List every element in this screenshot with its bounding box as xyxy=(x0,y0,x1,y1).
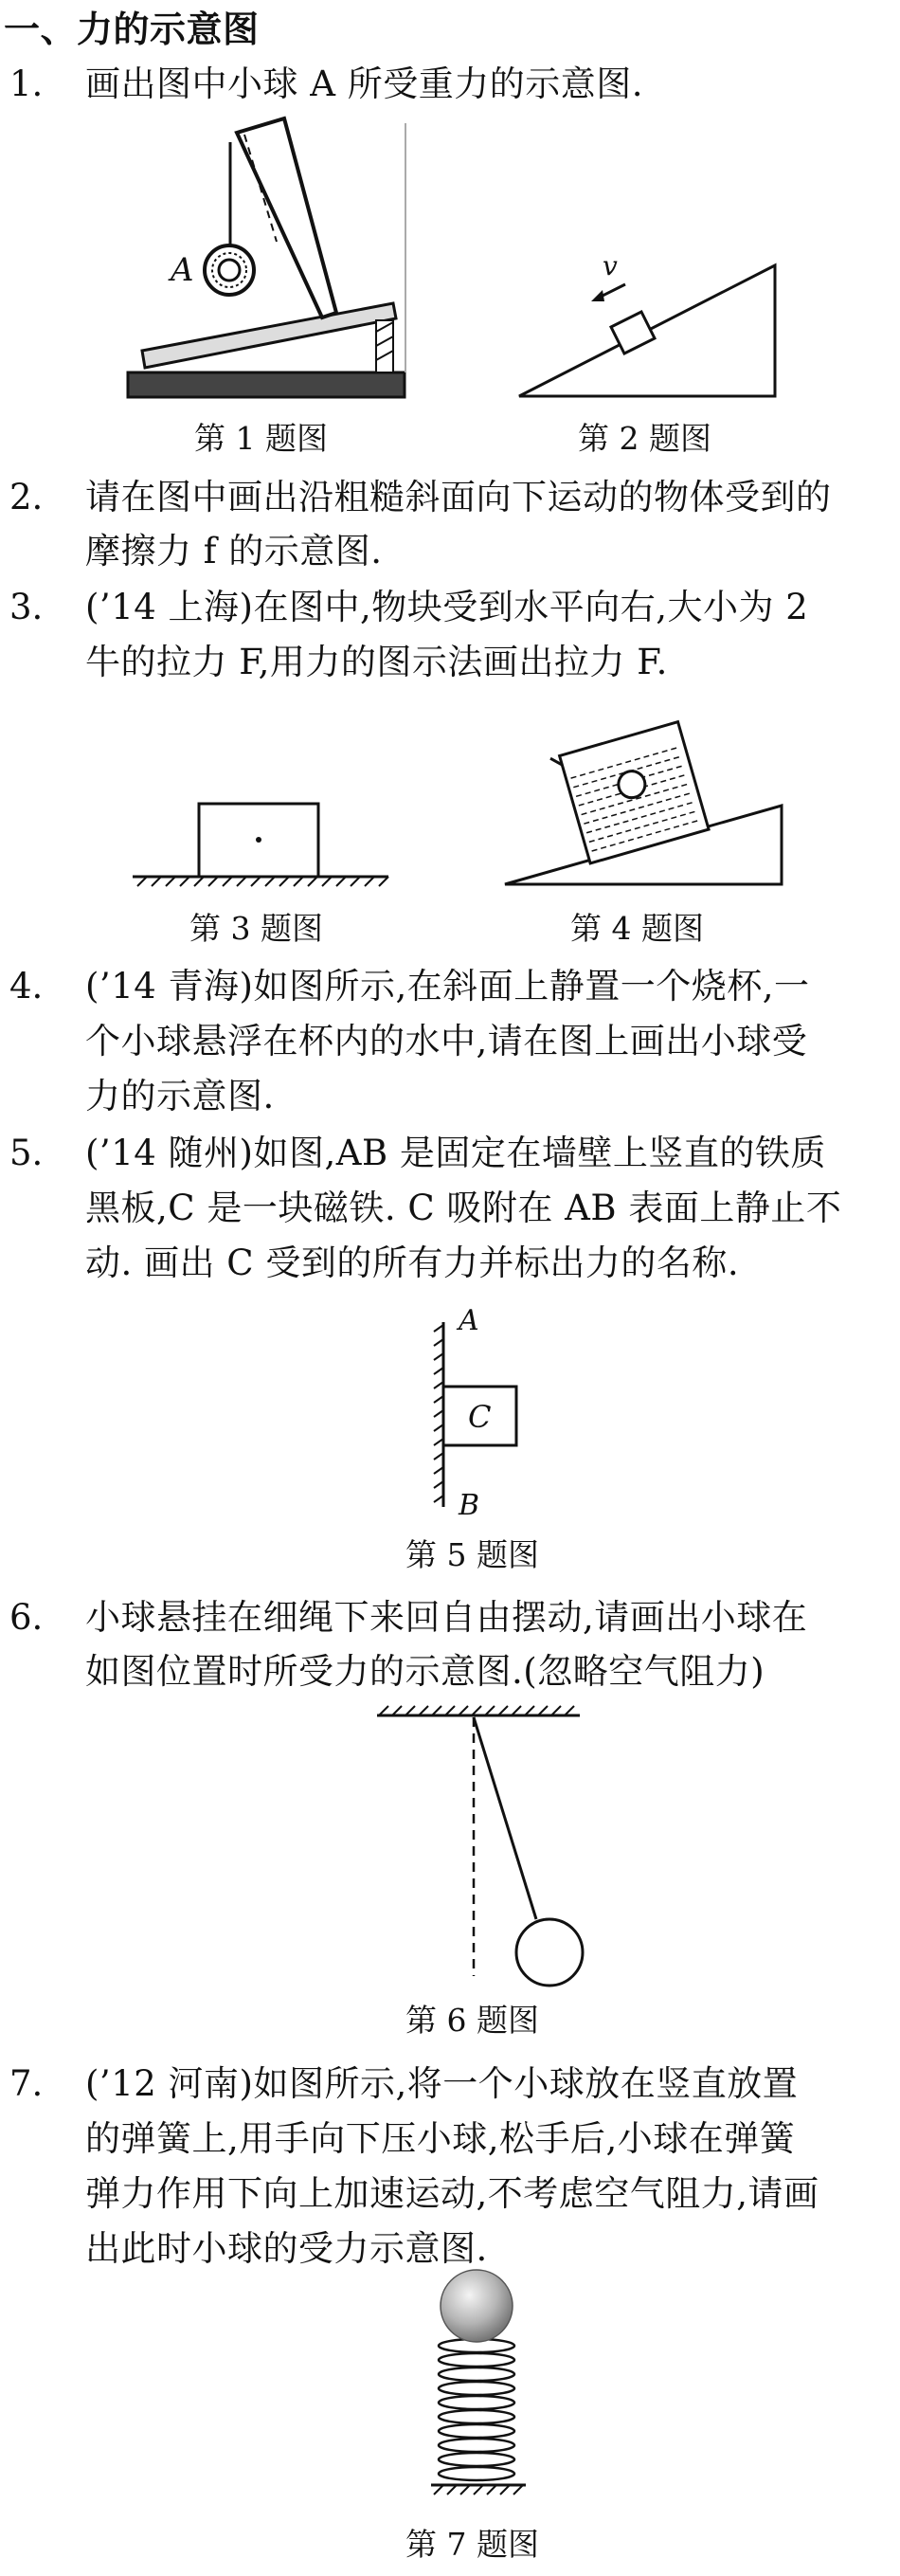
question-5-line-3: 动. 画出 C 受到的所有力并标出力的名称. xyxy=(85,1243,740,1283)
question-number: 5. xyxy=(9,1133,44,1173)
question-5-line-1: (’14 随州)如图,AB 是固定在墙壁上竖直的铁质 xyxy=(85,1133,826,1173)
section-title: 一、力的示意图 xyxy=(4,9,260,50)
caption-fig2: 第 2 题图 xyxy=(578,420,711,457)
ball-a-label: A xyxy=(171,251,194,289)
velocity-label: v xyxy=(603,250,618,281)
question-number: 3. xyxy=(9,587,44,627)
caption-fig6: 第 6 题图 xyxy=(405,2002,539,2039)
question-2-line-2: 摩擦力 f 的示意图. xyxy=(85,531,383,571)
question-number: 2. xyxy=(9,477,44,517)
caption-fig7: 第 7 题图 xyxy=(405,2526,539,2563)
caption-fig4: 第 4 题图 xyxy=(570,910,704,947)
magnet-label-c: C xyxy=(468,1399,492,1435)
figure-7 xyxy=(431,2270,526,2494)
question-7-line-2: 的弹簧上,用手向下压小球,松手后,小球在弹簧 xyxy=(85,2118,796,2159)
caption-fig1: 第 1 题图 xyxy=(194,420,328,457)
question-4-line-2: 个小球悬浮在杯内的水中,请在图上画出小球受 xyxy=(85,1021,808,1061)
question-2-line-1: 请在图中画出沿粗糙斜面向下运动的物体受到的 xyxy=(85,477,832,517)
question-number: 4. xyxy=(9,966,44,1007)
question-number: 1. xyxy=(9,63,44,104)
question-6-line-2: 如图位置时所受力的示意图.(忽略空气阻力) xyxy=(85,1651,765,1692)
board-label-a: A xyxy=(459,1304,479,1337)
figure-6 xyxy=(377,1706,583,1986)
question-number: 6. xyxy=(9,1597,44,1638)
question-4-line-3: 力的示意图. xyxy=(85,1076,275,1116)
figure-3 xyxy=(133,804,388,886)
question-6-line-1: 小球悬挂在细绳下来回自由摆动,请画出小球在 xyxy=(85,1597,808,1638)
figure-4 xyxy=(505,722,782,884)
question-3-line-1: (’14 上海)在图中,物块受到水平向右,大小为 2 xyxy=(85,587,809,627)
caption-fig3: 第 3 题图 xyxy=(189,910,323,947)
question-7-line-1: (’12 河南)如图所示,将一个小球放在竖直放置 xyxy=(85,2063,799,2104)
question-1-line-1: 画出图中小球 A 所受重力的示意图. xyxy=(85,63,644,104)
question-3-line-2: 牛的拉力 F,用力的图示法画出拉力 F. xyxy=(85,642,668,682)
question-7-line-3: 弹力作用下向上加速运动,不考虑空气阻力,请画 xyxy=(85,2173,819,2214)
question-4-line-1: (’14 青海)如图所示,在斜面上静置一个烧杯,一 xyxy=(85,966,810,1007)
question-7-line-4: 出此时小球的受力示意图. xyxy=(85,2228,488,2269)
question-5-line-2: 黑板,C 是一块磁铁. C 吸附在 AB 表面上静止不 xyxy=(85,1188,842,1228)
question-number: 7. xyxy=(9,2063,44,2104)
board-label-b: B xyxy=(459,1489,480,1522)
figure-1 xyxy=(128,118,405,397)
caption-fig5: 第 5 题图 xyxy=(405,1536,539,1573)
figure-2 xyxy=(519,265,775,396)
